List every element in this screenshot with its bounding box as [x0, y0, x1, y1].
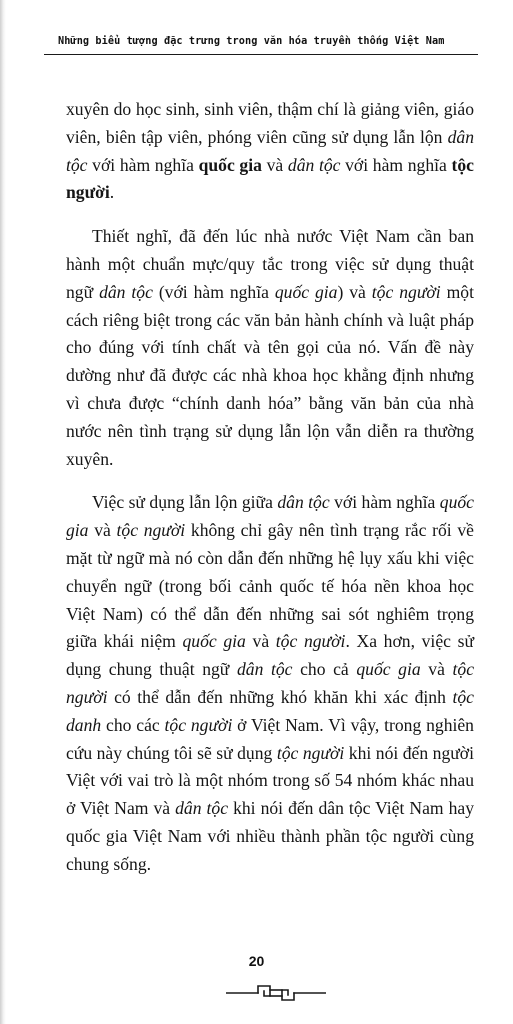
text-segment: với hàm nghĩa: [340, 154, 452, 175]
text-segment: cho các: [101, 714, 165, 735]
text-segment: Thiết nghĩ, đã đến lúc nhà nước Việt Nam cần ban hành một chuẩn mực/quy tắc trong việc sử dụng thuật ngữ: [66, 226, 474, 302]
page-binding-shadow: [0, 0, 6, 1024]
text-segment: (với hàm nghĩa: [152, 281, 275, 302]
text-segment: khi nói đến người Việt với vai trò là một nhóm trong số 54 nhóm khác nhau ở Việt Nam và: [66, 742, 474, 819]
text-segment: ở Việt Nam. Vì vậy, trong nghiên cứu này chúng tôi sẽ sử dụng: [66, 714, 474, 763]
text-segment: và: [261, 154, 288, 175]
header-rule: [44, 54, 478, 55]
italic-term: tộc danh: [66, 686, 474, 735]
italic-term: quốc gia: [356, 659, 421, 680]
fret-scroll-ornament-icon: [226, 982, 326, 1004]
italic-term: quốc gia: [66, 492, 474, 541]
text-segment: không chỉ gây nên tình trạng rắc rối về mặt từ ngữ mà nó còn dẫn đến những hệ lụy xấu khi việc chuyển ngữ (trong bối cảnh quốc tế hóa nền khoa học Việt Nam) có thể dẫn đến những sai sót nghiêm trọng giữa khái niệm: [66, 520, 474, 652]
text-segment: với hàm nghĩa: [329, 492, 440, 513]
paragraph-2: [66, 223, 474, 473]
text-segment: Việc sử dụng lẫn lộn giữa: [92, 492, 278, 513]
italic-term: quốc gia: [182, 631, 246, 652]
italic-term: dân tộc: [277, 492, 330, 513]
italic-term: dân tộc: [175, 798, 229, 819]
text-segment: ) và: [337, 281, 372, 302]
text-segment: .: [109, 182, 115, 203]
bold-term: quốc gia: [198, 154, 262, 175]
italic-term: tộc người: [371, 281, 441, 302]
italic-term: tộc người: [116, 520, 186, 541]
text-segment: có thể dẫn đến những khó khăn khi xác định: [107, 686, 453, 707]
text-segment: . Xa hơn, việc sử dụng chung thuật ngữ: [66, 631, 474, 680]
text-segment: và: [420, 659, 453, 680]
italic-term: tộc người: [276, 742, 345, 763]
bold-term: tộc người: [66, 154, 474, 203]
italic-term: tộc người: [66, 659, 475, 707]
italic-term: tộc người: [275, 631, 346, 652]
italic-term: dân tộc: [66, 126, 474, 175]
italic-term: dân tộc: [287, 154, 341, 175]
running-header: Những biểu tượng đặc trưng trong văn hóa truyền thống Việt Nam: [58, 36, 445, 47]
text-segment: và: [245, 631, 276, 652]
text-segment: xuyên do học sinh, sinh viên, thậm chí là giảng viên, giáo viên, biên tập viên, phóng viên cũng sử dụng lẫn lộn: [66, 99, 474, 147]
text-segment: cho cả: [292, 659, 357, 680]
page-number: 20: [248, 953, 265, 969]
italic-term: quốc gia: [274, 281, 338, 302]
text-segment: một cách riêng biệt trong các văn bản hành chính và luật pháp cho đúng với tính chất và tên gọi của nó. Vấn đề này dường như đã được các nhà khoa học khẳng định nhưng vì chưa được “chính danh hóa” bằng văn bản của nhà nước nên tình trạng sử dụng lẫn lộn vẫn diễn ra thường xuyên.: [66, 281, 474, 469]
paragraph-3: [66, 489, 474, 878]
italic-term: dân tộc: [99, 281, 153, 302]
italic-term: dân tộc: [236, 659, 293, 680]
text-segment: với hàm nghĩa: [87, 154, 199, 175]
text-segment: và: [88, 520, 117, 541]
italic-term: tộc người: [164, 714, 233, 735]
body-text: [66, 96, 474, 879]
text-segment: khi nói đến dân tộc Việt Nam hay quốc gia Việt Nam với nhiều thành phần tộc người cùng chung sống.: [66, 798, 475, 874]
paragraph-1: [66, 96, 474, 207]
